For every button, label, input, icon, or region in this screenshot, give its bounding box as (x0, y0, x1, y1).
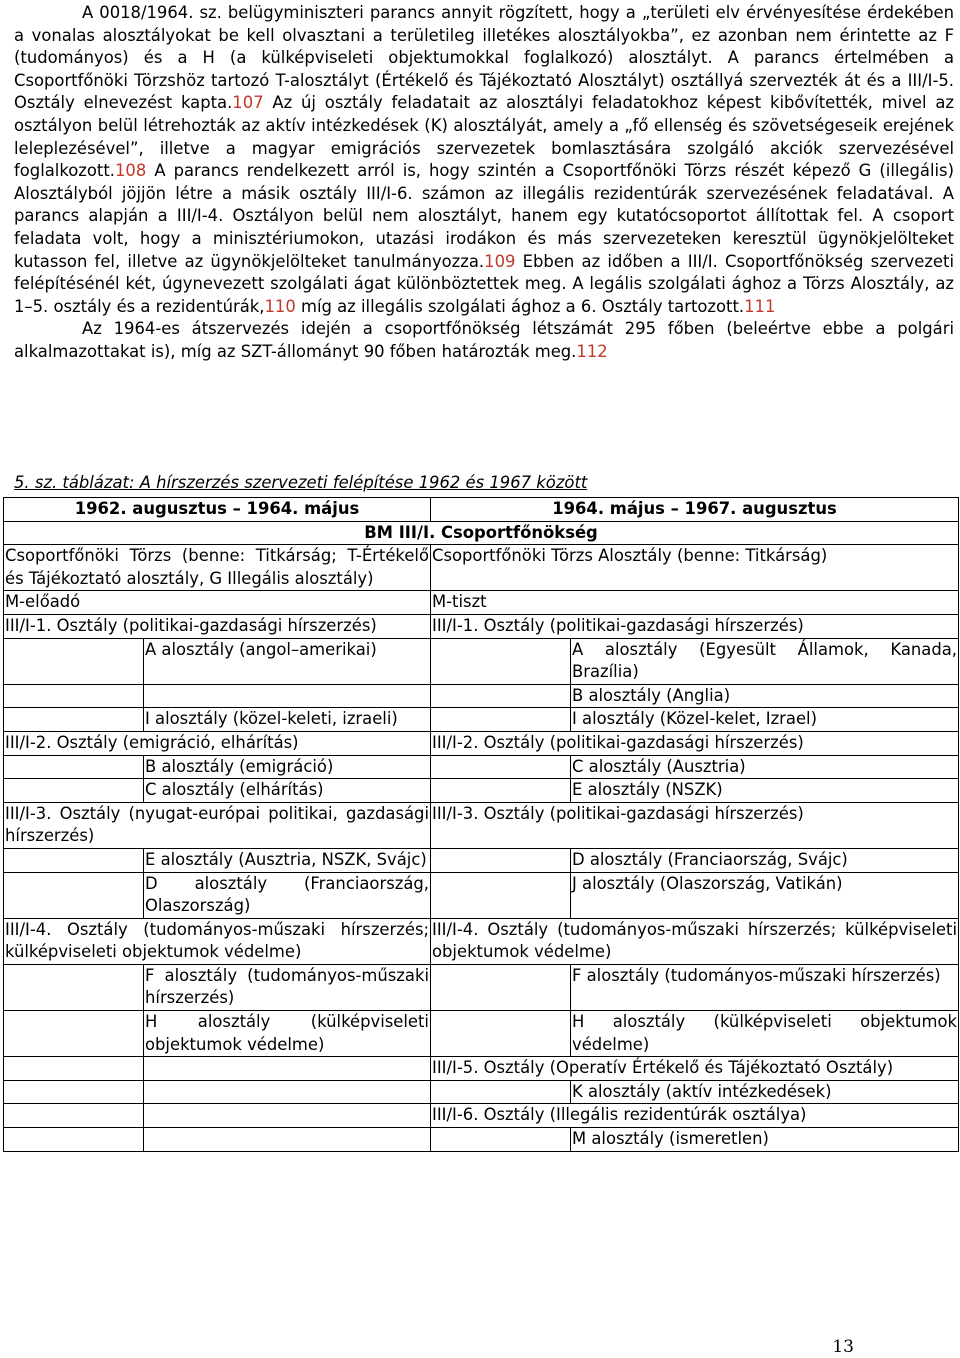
table-row (4, 1011, 959, 1057)
indent-cell (4, 638, 144, 684)
indent-cell (431, 779, 571, 803)
period-1-subunit (144, 1128, 431, 1152)
indent-cell (431, 964, 571, 1010)
table-row (4, 591, 959, 615)
period-2-subunit: B alosztály (Anglia) (571, 684, 959, 708)
period-2-subunit: J alosztály (Olaszország, Vatikán) (571, 872, 959, 918)
period-2-subunit: M alosztály (ismeretlen) (571, 1128, 959, 1152)
table-row (4, 731, 959, 755)
period-1-subunit: A alosztály (angol–amerikai) (144, 638, 431, 684)
period-2-subunit: D alosztály (Franciaország, Svájc) (571, 848, 959, 872)
organization-header: BM III/I. Csoportfőnökség (4, 521, 959, 545)
table-row (4, 918, 959, 964)
period-1-subunit (144, 1057, 431, 1081)
indent-cell (4, 708, 144, 732)
period-1-subunit: B alosztály (emigráció) (144, 755, 431, 779)
period-1-header: 1962. augusztus – 1964. május (4, 498, 431, 522)
indent-cell (4, 1080, 144, 1104)
indent-cell (431, 1128, 571, 1152)
period-1-subunit: C alosztály (elhárítás) (144, 779, 431, 803)
table-row (4, 802, 959, 848)
period-1-subunit: D alosztály (Franciaország, Olaszország) (144, 872, 431, 918)
footnote-ref-109[interactable]: 109 (484, 251, 516, 271)
table-row (4, 614, 959, 638)
period-1-department: Csoportfőnöki Törzs (benne: Titkárság; T-Értékelő és Tájékoztató alosztály, G Illegális alosztály) (4, 545, 431, 591)
indent-cell (4, 755, 144, 779)
indent-cell (431, 872, 571, 918)
period-2-subunit: C alosztály (Ausztria) (571, 755, 959, 779)
footnote-ref-107[interactable]: 107 (232, 93, 264, 113)
table-header-row (4, 498, 959, 522)
period-2-subunit: K alosztály (aktív intézkedések) (571, 1080, 959, 1104)
table-row (4, 755, 959, 779)
indent-cell (4, 1104, 144, 1128)
period-2-department: III/I-4. Osztály (tudományos-műszaki hírszerzés; külképviseleti objektumok védelme) (431, 918, 959, 964)
table-row (4, 964, 959, 1010)
table-row (4, 684, 959, 708)
indent-cell (431, 708, 571, 732)
table-row (4, 779, 959, 803)
period-1-subunit (144, 1104, 431, 1128)
period-1-subunit: F alosztály (tudományos-műszaki hírszerzés) (144, 964, 431, 1010)
period-2-department: M-tiszt (431, 591, 959, 615)
period-2-subunit: H alosztály (külképviseleti objektumok védelme) (571, 1011, 959, 1057)
period-1-department: III/I-1. Osztály (politikai-gazdasági hírszerzés) (4, 614, 431, 638)
table-org-row (4, 521, 959, 545)
period-2-department: Csoportfőnöki Törzs Alosztály (benne: Titkárság) (431, 545, 959, 591)
indent-cell (431, 638, 571, 684)
table-row (4, 1104, 959, 1128)
indent-cell (431, 755, 571, 779)
period-2-department: III/I-5. Osztály (Operatív Értékelő és Tájékoztató Osztály) (431, 1057, 959, 1081)
table-row (4, 1080, 959, 1104)
indent-cell (4, 964, 144, 1010)
period-2-department: III/I-3. Osztály (politikai-gazdasági hírszerzés) (431, 802, 959, 848)
indent-cell (4, 1011, 144, 1057)
period-1-subunit: I alosztály (közel-keleti, izraeli) (144, 708, 431, 732)
period-2-subunit: E alosztály (NSZK) (571, 779, 959, 803)
table-row (4, 848, 959, 872)
table-row (4, 708, 959, 732)
period-1-department: III/I-2. Osztály (emigráció, elhárítás) (4, 731, 431, 755)
period-2-department: III/I-6. Osztály (Illegális rezidentúrák osztálya) (431, 1104, 959, 1128)
table-caption: 5. sz. táblázat: A hírszerzés szervezeti felépítése 1962 és 1967 között (14, 473, 588, 492)
indent-cell (431, 1080, 571, 1104)
indent-cell (4, 872, 144, 918)
period-2-department: III/I-2. Osztály (politikai-gazdasági hírszerzés) (431, 731, 959, 755)
indent-cell (431, 848, 571, 872)
period-2-department: III/I-1. Osztály (politikai-gazdasági hírszerzés) (431, 614, 959, 638)
period-1-subunit: H alosztály (külképviseleti objektumok védelme) (144, 1011, 431, 1057)
paragraph-1-part-b: Az új osztály feladatait az alosztályi feladatokhoz képest kibővítették, mivel az osztályon belül létrehozták az aktív intézkedések (K) alosztályát, amely a „fő ellenség és szövetségeseik erejének leleplezésével”, illetve a magyar emigrációs szervezetek bomlasztására szolgáló akciók szervezésével foglalkozott. (14, 93, 954, 181)
table-row (4, 638, 959, 684)
table-row (4, 545, 959, 591)
table-row (4, 1128, 959, 1152)
table-row (4, 872, 959, 918)
paragraph-1-part-e: míg az illegális szolgálati ághoz a 6. Osztály tartozott. (295, 296, 745, 316)
period-2-subunit: A alosztály (Egyesült Államok, Kanada, Brazília) (571, 638, 959, 684)
organization-table (3, 497, 959, 1152)
indent-cell (4, 779, 144, 803)
indent-cell (431, 684, 571, 708)
paragraph-1-part-d: Ebben az időben a III/I. Csoportfőnökség szervezeti felépítésénél két, úgynevezett szolgálati ágat különböztettek meg. A legális szolgálati ághoz a Törzs Alosztály, az 1–5. osztály és a rezidentúrák, (14, 251, 954, 316)
period-1-department: M-előadó (4, 591, 431, 615)
indent-cell (431, 1011, 571, 1057)
paragraph-2-text: Az 1964-es átszervezés idején a csoportfőnökség létszámát 295 főben (beleértve ebbe a polgári alkalmazottakat is), míg az SZT-állományt 90 főben határozták meg. (14, 319, 954, 361)
indent-cell (4, 848, 144, 872)
page-number: 13 (832, 1337, 854, 1357)
period-2-header: 1964. május – 1967. augusztus (431, 498, 959, 522)
period-2-subunit: I alosztály (Közel-kelet, Izrael) (571, 708, 959, 732)
period-1-department: III/I-3. Osztály (nyugat-európai politikai, gazdasági hírszerzés) (4, 802, 431, 848)
period-1-subunit: E alosztály (Ausztria, NSZK, Svájc) (144, 848, 431, 872)
footnote-ref-110[interactable]: 110 (264, 296, 296, 316)
paragraph-1-part-a: A 0018/1964. sz. belügyminiszteri parancs annyit rögzített, hogy a „területi elv érvényesítése érdekében a vonalas alosztályokat be kell olvasztani a területileg illetékes alosztályokba”, ez azonban nem érintette az F (tudományos) és a H (a külképviseleti objektumokkal foglalkozó) alosztályt. A parancs értelmében a Csoportfőnöki Törzshöz tartozó T-alosztályt (Értékelő és Tájékoztató Alosztályt) osztállyá szervezték át és a III/I-5. Osztály elnevezést kapta. (14, 3, 954, 113)
paragraph-2 (14, 318, 954, 363)
body-text (14, 2, 954, 364)
table-row (4, 1057, 959, 1081)
period-1-subunit (144, 1080, 431, 1104)
period-2-subunit: F alosztály (tudományos-műszaki hírszerzés) (571, 964, 959, 1010)
footnote-ref-111[interactable]: 111 (744, 296, 776, 316)
footnote-ref-112[interactable]: 112 (576, 341, 608, 361)
indent-cell (4, 1128, 144, 1152)
indent-cell (4, 1057, 144, 1081)
footnote-ref-108[interactable]: 108 (115, 161, 147, 181)
period-1-subunit (144, 684, 431, 708)
paragraph-1-part-c: A parancs rendelkezett arról is, hogy szintén a Csoportfőnöki Törzs részét képező G (illegális) Alosztályból jöjjön létre a másik osztály III/I-6. számon az illegális rezidentúrák szervezésének feladatával. A parancs alapján a III/I-4. Osztályon belül nem alosztályt, hanem egy kutatócsoportot állítottak fel. A csoport feladata volt, hogy a minisztériumokon, utazási irodákon és más szervezeteken keresztül ügynökjelölteket kutasson fel, illetve az ügynökjelölteket tanulmányozza. (14, 161, 954, 271)
paragraph-1 (14, 2, 954, 318)
period-1-department: III/I-4. Osztály (tudományos-műszaki hírszerzés; külképviseleti objektumok védelme) (4, 918, 431, 964)
indent-cell (4, 684, 144, 708)
